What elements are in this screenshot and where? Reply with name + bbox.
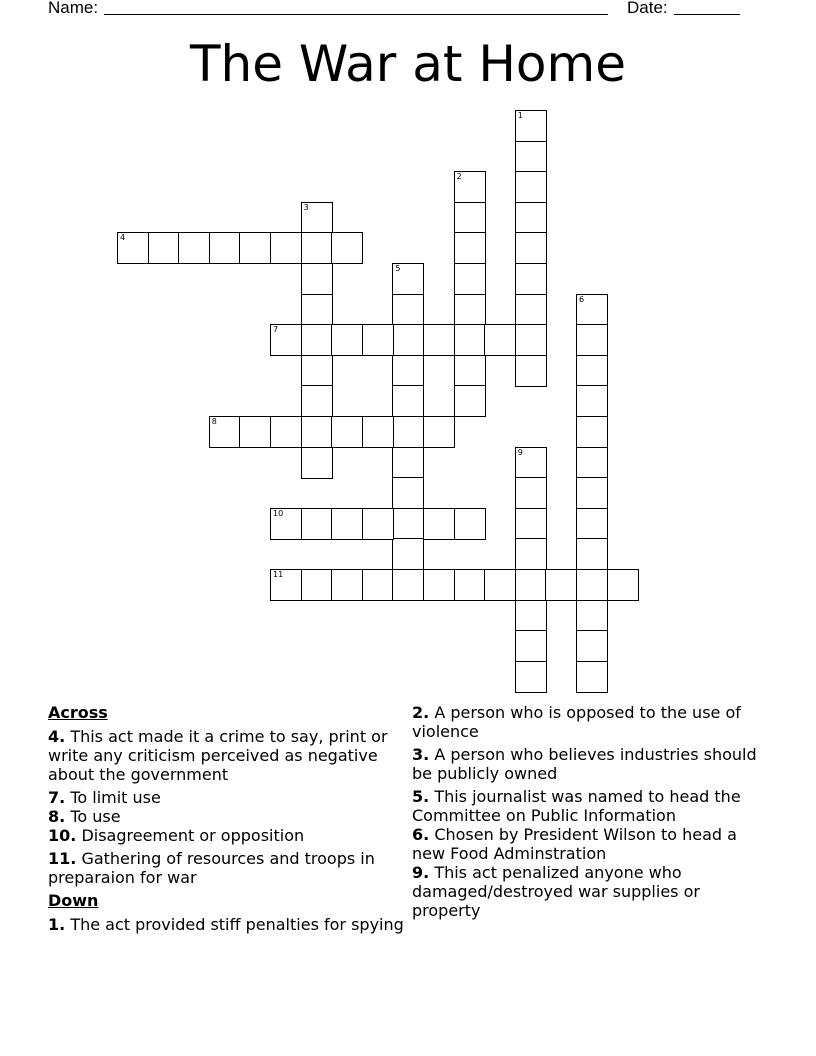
clue-number: 10. bbox=[48, 826, 77, 845]
grid-cell[interactable] bbox=[454, 508, 486, 540]
grid-cell[interactable] bbox=[392, 508, 424, 540]
clue-text: A person who is opposed to the use of violence bbox=[412, 703, 741, 741]
grid-cell[interactable] bbox=[576, 324, 608, 356]
grid-cell[interactable] bbox=[362, 324, 394, 356]
grid-cell[interactable] bbox=[392, 538, 424, 570]
clue-text: The act provided stiff penalties for spying bbox=[70, 915, 404, 934]
grid-cell[interactable] bbox=[209, 416, 241, 448]
grid-cell[interactable] bbox=[545, 569, 577, 601]
grid-cell[interactable] bbox=[515, 202, 547, 234]
clue-number: 6. bbox=[412, 825, 430, 844]
grid-cell[interactable] bbox=[117, 232, 149, 264]
name-label: Name: bbox=[48, 0, 99, 17]
grid-cell[interactable] bbox=[331, 232, 363, 264]
grid-cell[interactable] bbox=[301, 294, 333, 326]
grid-cell[interactable] bbox=[301, 202, 333, 234]
clue-text: This act penalized anyone who damaged/destroyed war supplies or property bbox=[412, 863, 700, 920]
clue-number: 2. bbox=[412, 703, 430, 722]
grid-cell[interactable] bbox=[423, 569, 455, 601]
grid-cell[interactable] bbox=[301, 569, 333, 601]
grid-cell[interactable] bbox=[576, 294, 608, 326]
grid-cell[interactable] bbox=[423, 416, 455, 448]
clue-number-label: 2 bbox=[456, 172, 462, 182]
grid-cell[interactable] bbox=[454, 263, 486, 295]
clue-number-label: 7 bbox=[273, 325, 279, 335]
clue-text: To use bbox=[70, 807, 121, 826]
grid-cell[interactable] bbox=[576, 630, 608, 662]
grid-cell[interactable] bbox=[270, 508, 302, 540]
grid-cell[interactable] bbox=[454, 202, 486, 234]
grid-cell[interactable] bbox=[454, 385, 486, 417]
clue-number: 11. bbox=[48, 849, 77, 868]
grid-cell[interactable] bbox=[515, 232, 547, 264]
across-heading: Across bbox=[48, 703, 108, 722]
clue-text: Chosen by President Wilson to head a new Food Adminstration bbox=[412, 825, 737, 863]
grid-cell[interactable] bbox=[454, 171, 486, 203]
clue-across-4 bbox=[48, 727, 404, 784]
clue-down-9 bbox=[412, 863, 768, 920]
grid-cell[interactable] bbox=[301, 508, 333, 540]
grid-cell[interactable] bbox=[576, 416, 608, 448]
clue-number: 4. bbox=[48, 727, 66, 746]
grid-cell[interactable] bbox=[301, 355, 333, 387]
grid-cell[interactable] bbox=[331, 508, 363, 540]
clue-number: 3. bbox=[412, 745, 430, 764]
grid-cell[interactable] bbox=[515, 538, 547, 570]
clue-down-5 bbox=[412, 787, 768, 825]
grid-cell[interactable] bbox=[423, 508, 455, 540]
grid-cell[interactable] bbox=[270, 232, 302, 264]
grid-cell[interactable] bbox=[209, 232, 241, 264]
grid-cell[interactable] bbox=[178, 232, 210, 264]
clue-down-1 bbox=[48, 915, 404, 934]
clue-text: This journalist was named to head the Committee on Public Information bbox=[412, 787, 741, 825]
grid-cell[interactable] bbox=[454, 232, 486, 264]
grid-cell[interactable] bbox=[301, 416, 333, 448]
down-heading: Down bbox=[48, 891, 99, 910]
grid-cell[interactable] bbox=[454, 569, 486, 601]
grid-cell[interactable] bbox=[392, 355, 424, 387]
grid-cell[interactable] bbox=[454, 355, 486, 387]
clue-text: To limit use bbox=[70, 788, 161, 807]
clue-across-10 bbox=[48, 826, 404, 845]
grid-cell[interactable] bbox=[515, 324, 547, 356]
clue-number: 7. bbox=[48, 788, 66, 807]
grid-cell[interactable] bbox=[270, 569, 302, 601]
grid-cell[interactable] bbox=[331, 569, 363, 601]
grid-cell[interactable] bbox=[392, 263, 424, 295]
clue-across-8 bbox=[48, 807, 404, 826]
grid-cell[interactable] bbox=[515, 294, 547, 326]
grid-cell[interactable] bbox=[576, 569, 608, 601]
grid-cell[interactable] bbox=[576, 538, 608, 570]
grid-cell[interactable] bbox=[270, 324, 302, 356]
grid-cell[interactable] bbox=[515, 171, 547, 203]
clue-number: 5. bbox=[412, 787, 430, 806]
clue-number-label: 4 bbox=[120, 233, 126, 243]
clue-number-label: 6 bbox=[579, 294, 585, 304]
grid-cell[interactable] bbox=[239, 416, 271, 448]
grid-cell[interactable] bbox=[392, 569, 424, 601]
grid-cell[interactable] bbox=[484, 324, 516, 356]
grid-cell[interactable] bbox=[515, 477, 547, 509]
page-title: The War at Home bbox=[189, 35, 626, 93]
clue-number-label: 10 bbox=[273, 508, 284, 518]
grid-cell[interactable] bbox=[331, 416, 363, 448]
grid-cell[interactable] bbox=[392, 477, 424, 509]
grid-cell[interactable] bbox=[362, 508, 394, 540]
grid-cell[interactable] bbox=[576, 447, 608, 479]
grid-cell[interactable] bbox=[515, 447, 547, 479]
clue-number-label: 9 bbox=[517, 447, 523, 457]
grid-cell[interactable] bbox=[576, 477, 608, 509]
grid-cell[interactable] bbox=[392, 294, 424, 326]
grid-cell[interactable] bbox=[515, 355, 547, 387]
grid-cell[interactable] bbox=[392, 324, 424, 356]
grid-cell[interactable] bbox=[515, 630, 547, 662]
clue-number-label: 11 bbox=[273, 570, 284, 579]
clue-across-11 bbox=[48, 849, 404, 887]
grid-cell[interactable] bbox=[239, 232, 271, 264]
clue-text: Disagreement or opposition bbox=[81, 826, 305, 845]
date-label: Date: bbox=[627, 0, 668, 17]
grid-cell[interactable] bbox=[270, 416, 302, 448]
grid-cell[interactable] bbox=[454, 324, 486, 356]
clue-text: This act made it a crime to say, print or write any criticism perceived as negative about the government bbox=[48, 727, 388, 784]
clue-number: 8. bbox=[48, 807, 66, 826]
clue-down-6 bbox=[412, 825, 768, 863]
grid-cell[interactable] bbox=[392, 447, 424, 479]
grid-cell[interactable] bbox=[301, 385, 333, 417]
grid-cell[interactable] bbox=[607, 569, 639, 601]
grid-cell[interactable] bbox=[515, 569, 547, 601]
grid-cell[interactable] bbox=[301, 324, 333, 356]
clue-number-label: 3 bbox=[303, 202, 309, 212]
grid-cell[interactable] bbox=[392, 385, 424, 417]
clues-left-column bbox=[48, 703, 404, 938]
clue-across-7 bbox=[48, 788, 404, 807]
grid-cell[interactable] bbox=[515, 600, 547, 632]
grid-cell[interactable] bbox=[148, 232, 180, 264]
clue-number: 9. bbox=[412, 863, 430, 882]
grid-cell[interactable] bbox=[484, 569, 516, 601]
clues-right-column bbox=[412, 703, 768, 924]
grid-cell[interactable] bbox=[576, 508, 608, 540]
clue-down-3 bbox=[412, 745, 768, 783]
clue-down-2 bbox=[412, 703, 768, 741]
grid-cell[interactable] bbox=[515, 508, 547, 540]
clue-number: 1. bbox=[48, 915, 66, 934]
clue-number-label: 8 bbox=[211, 417, 217, 426]
clue-number-label: 5 bbox=[395, 264, 401, 273]
grid-cell[interactable] bbox=[515, 263, 547, 295]
grid-cell[interactable] bbox=[576, 355, 608, 387]
grid-cell[interactable] bbox=[331, 324, 363, 356]
grid-cell[interactable] bbox=[515, 110, 547, 142]
grid-cell[interactable] bbox=[515, 141, 547, 173]
grid-cell[interactable] bbox=[454, 294, 486, 326]
grid-cell[interactable] bbox=[362, 416, 394, 448]
clue-number-label: 1 bbox=[517, 111, 523, 120]
grid-cell[interactable] bbox=[423, 324, 455, 356]
clue-text: A person who believes industries should be publicly owned bbox=[412, 745, 757, 783]
grid-cell[interactable] bbox=[576, 661, 608, 693]
grid-cell[interactable] bbox=[576, 385, 608, 417]
grid-cell[interactable] bbox=[301, 447, 333, 479]
clue-text: Gathering of resources and troops in preparaion for war bbox=[48, 849, 375, 887]
grid-cell[interactable] bbox=[362, 569, 394, 601]
grid-cell[interactable] bbox=[392, 416, 424, 448]
grid-cell[interactable] bbox=[515, 661, 547, 693]
grid-cell[interactable] bbox=[576, 600, 608, 632]
grid-cell[interactable] bbox=[301, 232, 333, 264]
grid-cell[interactable] bbox=[301, 263, 333, 295]
